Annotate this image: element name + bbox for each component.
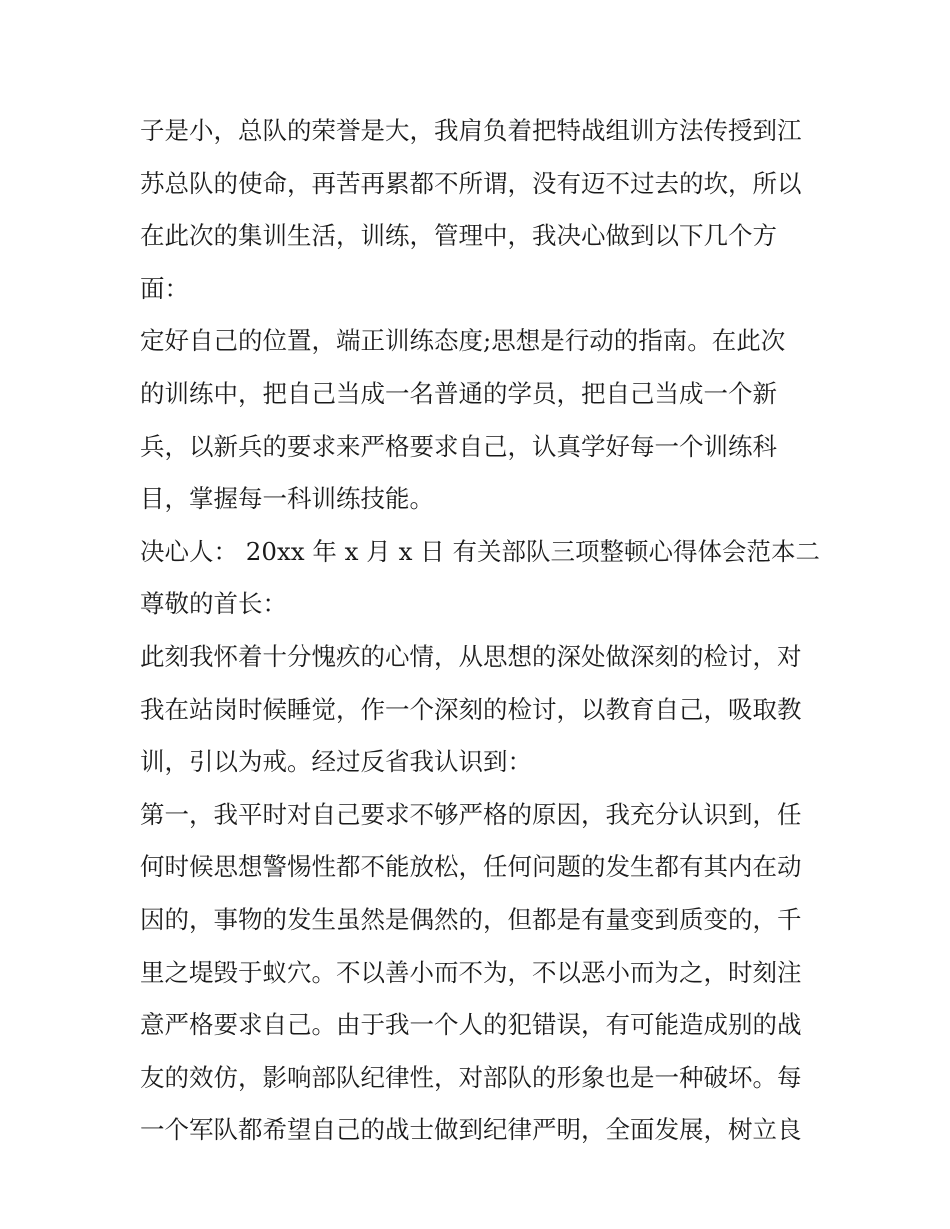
text-line: 友的效仿，影响部队纪律性，对部队的形象也是一种破坏。每 (140, 1062, 802, 1092)
text-line: 我在站岗时候睡觉，作一个深刻的检讨，以教育自己，吸取教 (140, 694, 802, 724)
text-line: 目，掌握每一科训练技能。 (140, 484, 434, 514)
text-line: 定好自己的位置，端正训练态度;思想是行动的指南。在此次 (140, 326, 786, 356)
text-line: 兵，以新兵的要求来严格要求自己，认真学好每一个训练科 (140, 431, 777, 461)
text-line: 第一，我平时对自己要求不够严格的原因，我充分认识到，任 (140, 799, 802, 829)
text-line: 训，引以为戒。经过反省我认识到： (140, 747, 532, 777)
text-line: 里之堤毁于蚁穴。不以善小而不为，不以恶小而为之，时刻注 (140, 957, 802, 987)
text-line: 意严格要求自己。由于我一个人的犯错误，有可能造成别的战 (140, 1010, 802, 1040)
text-line: 在此次的集训生活，训练，管理中，我决心做到以下几个方 (140, 221, 777, 251)
text-line: 此刻我怀着十分愧疚的心情，从思想的深处做深刻的检讨，对 (140, 641, 802, 671)
text-line: 何时候思想警惕性都不能放松，任何问题的发生都有其内在动 (140, 852, 802, 882)
text-line: 苏总队的使命，再苦再累都不所谓，没有迈不过去的坎，所以 (140, 168, 802, 198)
text-line: 一个军队都希望自己的战士做到纪律严明，全面发展，树立良 (140, 1115, 802, 1145)
text-line: 因的，事物的发生虽然是偶然的，但都是有量变到质变的，千 (140, 904, 802, 934)
document-body (140, 105, 820, 1157)
text-line: 面： (140, 273, 189, 303)
text-line: 的训练中，把自己当成一名普通的学员，把自己当成一个新 (140, 378, 777, 408)
text-line: 尊敬的首长： (140, 589, 287, 619)
text-line: 子是小，总队的荣誉是大，我肩负着把特战组训方法传授到江 (140, 116, 802, 145)
text-line: 决心人： 20xx 年 x 月 x 日 有关部队三项整顿心得体会范本二 (140, 536, 820, 566)
